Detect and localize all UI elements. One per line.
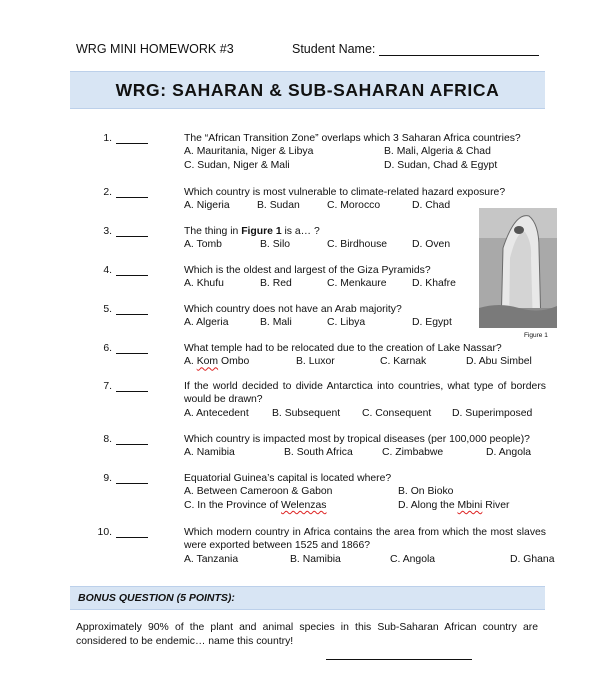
answer-blank[interactable] — [116, 537, 148, 538]
question-number: 5. — [103, 304, 112, 315]
question-stem: The thing in Figure 1 is a… ? — [184, 226, 320, 237]
student-name-label: Student Name: — [292, 42, 376, 56]
spellcheck-word: Kom — [196, 356, 219, 368]
option-d: D. Angola — [486, 447, 532, 459]
student-name-line[interactable] — [379, 42, 539, 56]
bonus-label: BONUS QUESTION (5 POINTS): — [78, 592, 235, 604]
question-number: 10. — [97, 527, 112, 538]
answer-blank[interactable] — [116, 236, 148, 237]
question-stem: Which country does not have an Arab majority? — [184, 304, 402, 315]
option-d: D. Oven — [412, 239, 451, 251]
option-c: C. Libya — [327, 317, 366, 329]
option-a: A. Between Cameroon & Gabon — [184, 486, 333, 498]
option-c: C. Consequent — [362, 407, 432, 419]
homework-title: WRG MINI HOMEWORK #3 — [76, 42, 234, 56]
question-stem: Which country is impacted most by tropical diseases (per 100,000 people)? — [184, 434, 530, 445]
option-a: A. Khufu — [184, 278, 224, 290]
answer-blank[interactable] — [116, 143, 148, 144]
option-a: A. Mauritania, Niger & Libya — [184, 146, 314, 158]
option-b: B. Luxor — [296, 356, 335, 368]
question-stem: Which country is most vulnerable to climate-related hazard exposure? — [184, 187, 506, 198]
option-a: A. Nigeria — [184, 200, 230, 212]
question-stem: The “African Transition Zone” overlaps which 3 Saharan Africa countries? — [184, 133, 521, 144]
answer-blank[interactable] — [116, 314, 148, 315]
figure-1-image — [479, 208, 557, 328]
spellcheck-word: Mbini — [457, 499, 483, 511]
question-stem: Which is the oldest and largest of the Giza Pyramids? — [184, 265, 431, 276]
question-number: 3. — [103, 226, 112, 237]
option-a: A. Tanzania — [184, 553, 239, 565]
question-number: 8. — [103, 434, 112, 445]
option-b: B. Namibia — [290, 553, 341, 565]
title-banner — [70, 71, 545, 109]
question-stem: Equatorial Guinea’s capital is located where? — [184, 473, 392, 484]
option-b: B. Subsequent — [272, 407, 341, 419]
option-d: D. Along the Mbini River — [398, 499, 510, 511]
question-number: 9. — [103, 473, 112, 484]
answer-blank[interactable] — [116, 391, 148, 392]
answer-blank[interactable] — [116, 275, 148, 276]
option-d: D. Egypt — [412, 317, 452, 329]
option-c: C. In the Province of Welenzas — [184, 499, 327, 511]
page-title: WRG: SAHARAN & SUB-SAHARAN AFRICA — [115, 79, 500, 100]
option-c: C. Menkaure — [327, 278, 387, 290]
option-c: C. Karnak — [380, 356, 427, 368]
option-c: C. Morocco — [327, 200, 381, 212]
option-b: B. Mali, Algeria & Chad — [384, 146, 491, 158]
student-name-field — [292, 42, 539, 56]
question-number: 1. — [103, 133, 112, 144]
option-d: D. Superimposed — [452, 407, 533, 419]
option-d: D. Ghana — [510, 553, 555, 565]
option-d: D. Abu Simbel — [466, 356, 532, 368]
bonus-banner — [70, 586, 545, 610]
question-stem: Which modern country in Africa contains the area from which the most slaves were exported between 1525 and 1866? — [184, 527, 546, 552]
option-b: B. South Africa — [284, 447, 353, 459]
option-b: B. Silo — [260, 239, 291, 251]
answer-blank[interactable] — [116, 483, 148, 484]
option-b: B. Mali — [260, 317, 292, 329]
option-c: C. Sudan, Niger & Mali — [184, 159, 290, 171]
question-number: 2. — [103, 187, 112, 198]
question-number: 7. — [103, 381, 112, 392]
option-a: A. Namibia — [184, 447, 235, 459]
option-a: A. Tomb — [184, 239, 222, 251]
question-stem: If the world decided to divide Antarctica into countries, what type of borders would be drawn? — [184, 381, 546, 406]
option-d: D. Chad — [412, 200, 451, 212]
question-number: 6. — [103, 343, 112, 354]
option-c: C. Zimbabwe — [382, 447, 444, 459]
option-a: A. Kom Ombo — [184, 356, 250, 368]
answer-blank[interactable] — [116, 197, 148, 198]
bonus-question-text: Approximately 90% of the plant and animal species in this Sub-Saharan African country are considered to be endemic… name this country! — [76, 622, 538, 647]
figure-reference: Figure 1 — [241, 226, 282, 237]
question-stem: What temple had to be relocated due to the creation of Lake Nassar? — [184, 343, 502, 354]
spellcheck-word: Welenzas — [281, 499, 327, 511]
option-c: C. Angola — [390, 553, 436, 565]
option-a: A. Algeria — [184, 317, 229, 329]
bonus-answer-line[interactable] — [326, 659, 472, 660]
option-d: D. Khafre — [412, 278, 456, 290]
option-b: B. Sudan — [257, 200, 300, 212]
option-d: D. Sudan, Chad & Egypt — [384, 159, 498, 171]
option-b: B. On Bioko — [398, 486, 454, 498]
figure-caption: Figure 1 — [524, 332, 548, 339]
option-b: B. Red — [260, 278, 292, 290]
answer-blank[interactable] — [116, 444, 148, 445]
option-c: C. Birdhouse — [327, 239, 388, 251]
question-number: 4. — [103, 265, 112, 276]
option-a: A. Antecedent — [184, 407, 249, 419]
answer-blank[interactable] — [116, 353, 148, 354]
